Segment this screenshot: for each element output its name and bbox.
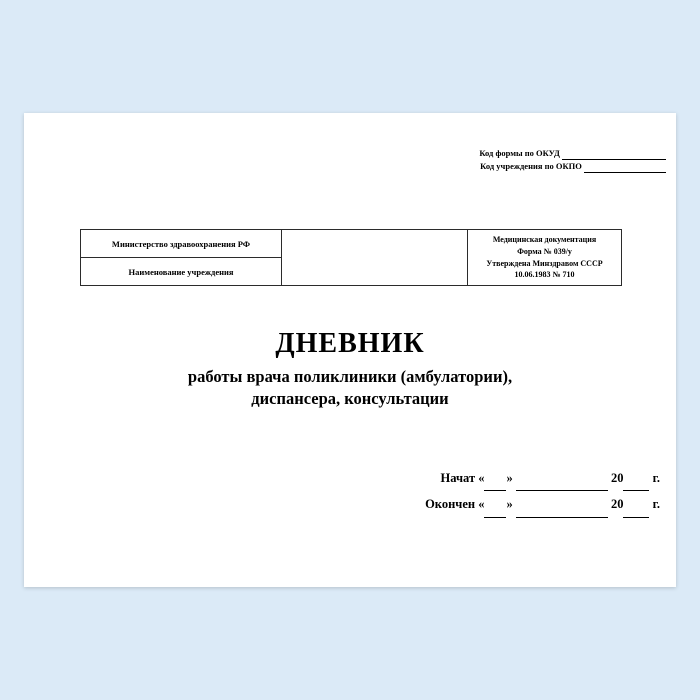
okpo-code-label: Код учреждения по ОКПО xyxy=(480,160,582,171)
start-year-prefix: 20 xyxy=(610,471,624,485)
end-quote-close: » xyxy=(506,497,513,512)
end-date-label: Окончен « xyxy=(425,497,485,512)
start-month-blank[interactable] xyxy=(516,479,608,491)
end-year-prefix: 20 xyxy=(610,497,624,512)
okpo-code-row xyxy=(286,160,666,173)
med-doc-line-1: Медицинская документация xyxy=(492,235,597,245)
start-day-blank[interactable] xyxy=(484,479,506,491)
ministry-cell: Министерство здравоохранения РФ xyxy=(81,230,282,258)
end-day-blank[interactable] xyxy=(484,506,506,518)
medical-documentation-cell xyxy=(468,230,622,286)
med-doc-line-4: 10.06.1983 № 710 xyxy=(514,270,575,280)
start-year-blank[interactable] xyxy=(623,479,649,491)
start-quote-close: » xyxy=(506,471,513,485)
med-doc-line-2: Форма № 039/у xyxy=(517,246,572,256)
start-year-suffix: г. xyxy=(652,471,660,485)
blank-middle-cell[interactable] xyxy=(282,230,468,286)
date-fields-block xyxy=(425,465,660,518)
page-subtitle xyxy=(24,366,676,411)
end-month-blank[interactable] xyxy=(516,506,608,518)
table-row xyxy=(81,230,622,258)
okud-code-label: Код формы по ОКУД xyxy=(479,148,560,158)
institution-name-cell: Наименование учреждения xyxy=(81,258,282,286)
end-year-blank[interactable] xyxy=(623,506,649,518)
start-date-row xyxy=(425,465,660,491)
end-year-suffix: г. xyxy=(652,497,660,512)
document-page xyxy=(24,113,676,587)
end-date-row xyxy=(425,491,660,517)
header-table xyxy=(80,229,622,286)
page-title: ДНЕВНИК xyxy=(275,328,425,359)
okpo-code-blank[interactable] xyxy=(584,172,666,173)
form-codes-block xyxy=(286,147,666,173)
med-doc-line-3: Утверждена Минздравом СССР xyxy=(486,258,603,268)
start-date-label: Начат « xyxy=(440,471,485,485)
page-subtitle-line-1: работы врача поликлиники (амбулатории), xyxy=(187,366,513,386)
title-block xyxy=(24,329,676,410)
okud-code-row xyxy=(286,147,666,160)
page-subtitle-line-2: диспансера, консультации xyxy=(251,389,449,409)
